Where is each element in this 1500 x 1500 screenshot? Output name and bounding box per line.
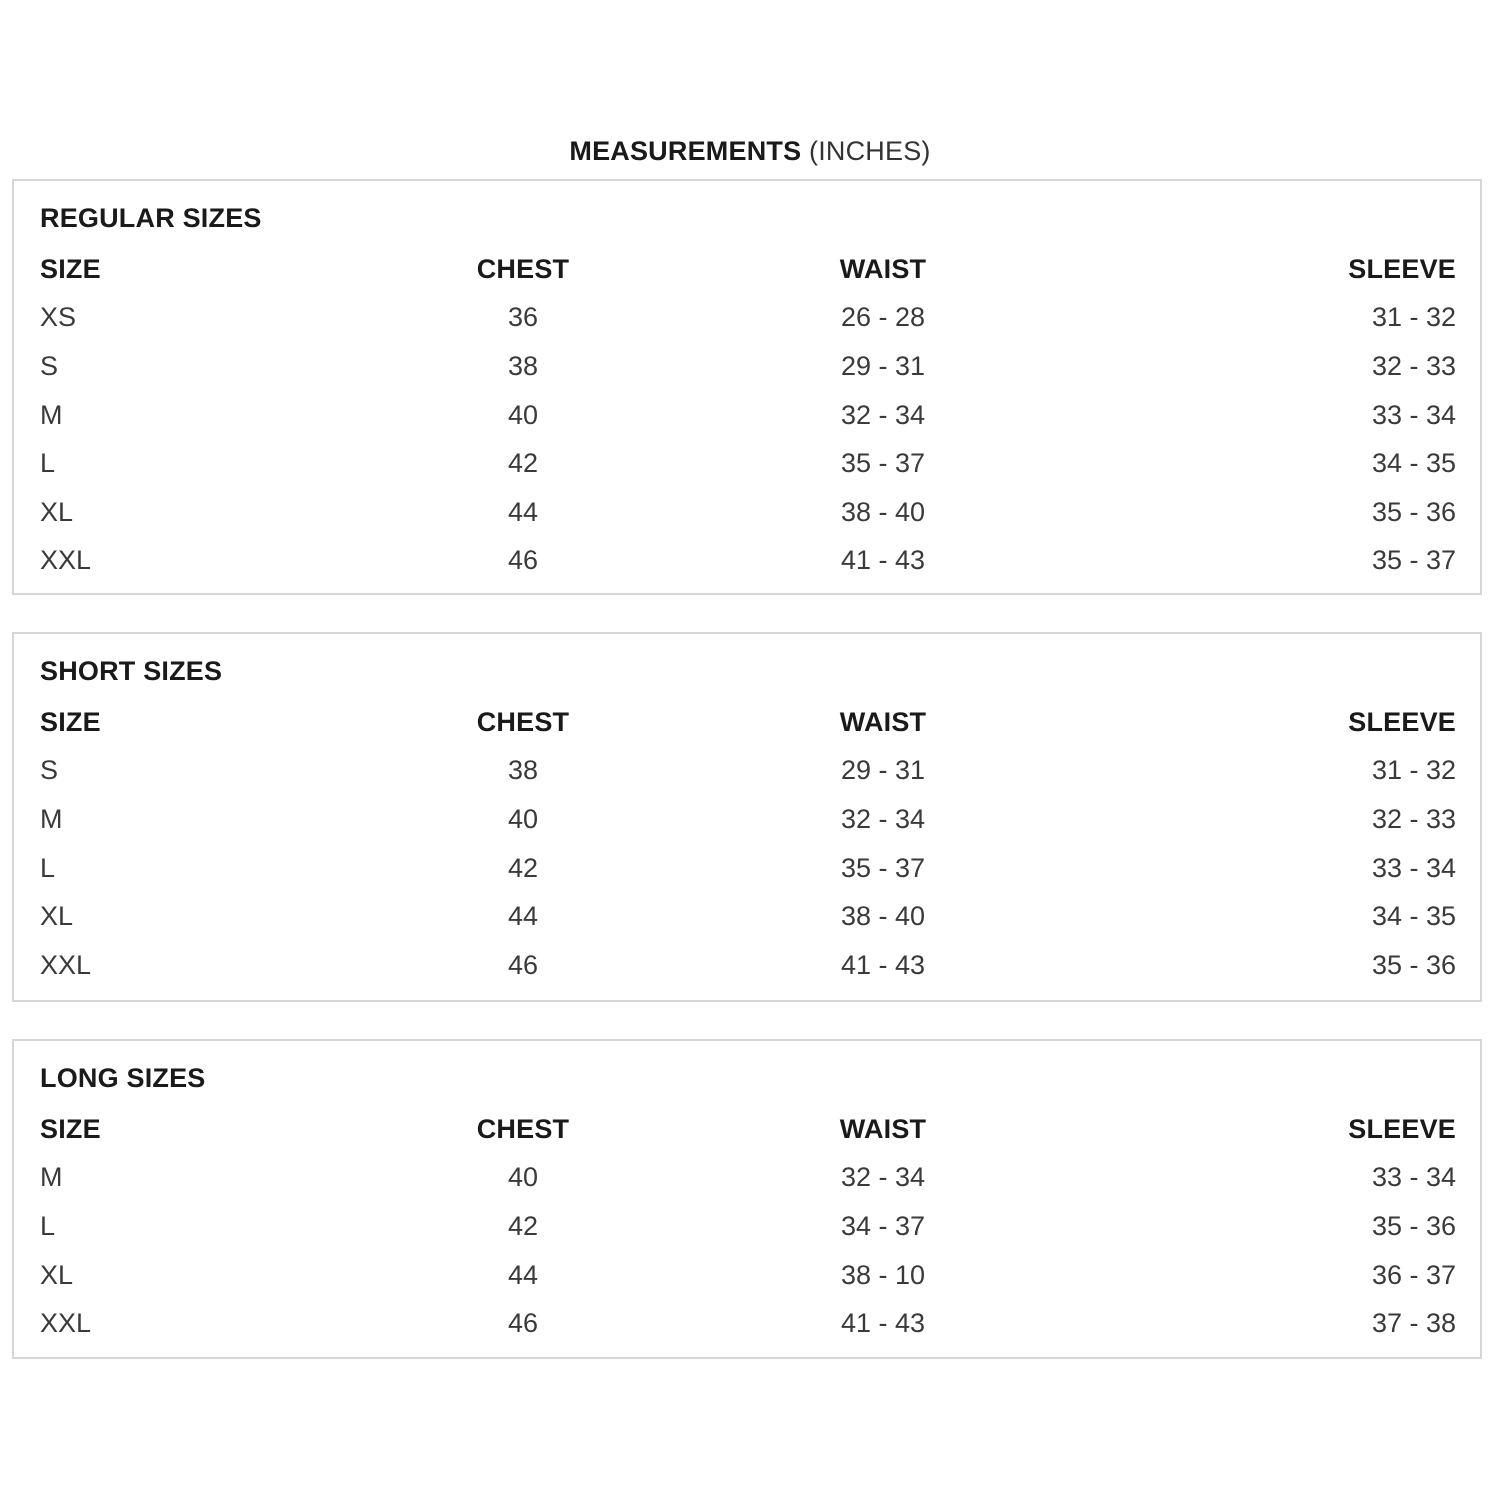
cell-size: L: [40, 448, 56, 479]
cell-size: L: [40, 1210, 56, 1241]
cell-sleeve: 35 - 36: [1371, 949, 1456, 980]
cell-chest: 46: [507, 545, 539, 576]
cell-size: M: [40, 399, 63, 430]
cell-size: M: [40, 803, 63, 834]
cell-size: XXL: [40, 545, 92, 576]
table-row: [14, 342, 1480, 391]
column-header-size: SIZE: [40, 253, 101, 284]
table-row: [14, 795, 1480, 844]
cell-waist: 35 - 37: [840, 448, 926, 479]
table-header-row: [14, 698, 1480, 747]
cell-sleeve: 31 - 32: [1371, 755, 1456, 786]
section-heading: SHORT SIZES: [40, 656, 223, 686]
table-row: [14, 844, 1480, 893]
cell-waist: 34 - 37: [840, 1210, 926, 1241]
cell-waist: 41 - 43: [840, 949, 926, 980]
cell-size: XL: [40, 901, 74, 932]
cell-chest: 44: [507, 901, 539, 932]
cell-sleeve: 37 - 38: [1371, 1308, 1456, 1339]
page-title-text: MEASUREMENTS: [569, 136, 802, 166]
cell-sleeve: 36 - 37: [1371, 1259, 1456, 1290]
cell-waist: 38 - 10: [840, 1259, 926, 1290]
cell-chest: 40: [507, 803, 539, 834]
regular-sizes-panel: [12, 179, 1482, 595]
table-row: [14, 1154, 1480, 1203]
cell-sleeve: 35 - 36: [1371, 1210, 1456, 1241]
table-row: [14, 892, 1480, 941]
column-header-sleeve: SLEEVE: [1348, 1113, 1456, 1144]
cell-sleeve: 33 - 34: [1371, 852, 1456, 883]
cell-sleeve: 33 - 34: [1371, 399, 1456, 430]
short-sizes-panel: [12, 632, 1482, 1002]
table-row: [14, 1251, 1480, 1300]
cell-waist: 32 - 34: [840, 1162, 926, 1193]
cell-waist: 41 - 43: [840, 1308, 926, 1339]
cell-waist: 38 - 40: [840, 901, 926, 932]
cell-size: S: [40, 350, 59, 381]
cell-chest: 42: [507, 1210, 539, 1241]
column-header-chest: CHEST: [476, 1113, 570, 1144]
cell-sleeve: 34 - 35: [1371, 448, 1456, 479]
cell-sleeve: 34 - 35: [1371, 901, 1456, 932]
cell-chest: 36: [507, 302, 539, 333]
column-header-chest: CHEST: [476, 253, 570, 284]
cell-sleeve: 31 - 32: [1371, 302, 1456, 333]
cell-chest: 42: [507, 852, 539, 883]
cell-waist: 26 - 28: [840, 302, 926, 333]
cell-chest: 38: [507, 755, 539, 786]
table-row: [14, 391, 1480, 440]
cell-chest: 42: [507, 448, 539, 479]
page-title-unit: (INCHES): [809, 136, 931, 166]
cell-chest: 44: [507, 1259, 539, 1290]
cell-size: XXL: [40, 949, 92, 980]
cell-size: L: [40, 852, 56, 883]
column-header-sleeve: SLEEVE: [1348, 253, 1456, 284]
cell-chest: 44: [507, 496, 539, 527]
table-header-row: [14, 1105, 1480, 1154]
cell-waist: 29 - 31: [840, 350, 926, 381]
section-heading: REGULAR SIZES: [40, 203, 262, 233]
column-header-waist: WAIST: [839, 706, 927, 737]
cell-sleeve: 35 - 36: [1371, 496, 1456, 527]
cell-chest: 46: [507, 1308, 539, 1339]
cell-size: S: [40, 755, 59, 786]
cell-size: XS: [40, 302, 77, 333]
cell-waist: 32 - 34: [840, 803, 926, 834]
table-row: [14, 488, 1480, 537]
table-row: [14, 439, 1480, 488]
cell-sleeve: 32 - 33: [1371, 803, 1456, 834]
table-row: [14, 537, 1480, 586]
table-header-row: [14, 245, 1480, 294]
column-header-size: SIZE: [40, 1113, 101, 1144]
column-header-waist: WAIST: [839, 253, 927, 284]
cell-sleeve: 35 - 37: [1371, 545, 1456, 576]
cell-size: XL: [40, 496, 74, 527]
page-title: [0, 136, 1500, 167]
cell-chest: 46: [507, 949, 539, 980]
cell-sleeve: 32 - 33: [1371, 350, 1456, 381]
cell-waist: 41 - 43: [840, 545, 926, 576]
column-header-chest: CHEST: [476, 706, 570, 737]
table-row: [14, 941, 1480, 990]
table-row: [14, 747, 1480, 796]
column-header-sleeve: SLEEVE: [1348, 706, 1456, 737]
cell-chest: 38: [507, 350, 539, 381]
column-header-size: SIZE: [40, 706, 101, 737]
cell-chest: 40: [507, 1162, 539, 1193]
cell-waist: 29 - 31: [840, 755, 926, 786]
table-row: [14, 1202, 1480, 1251]
cell-waist: 38 - 40: [840, 496, 926, 527]
cell-sleeve: 33 - 34: [1371, 1162, 1456, 1193]
cell-size: XL: [40, 1259, 74, 1290]
size-table: [14, 1105, 1480, 1348]
cell-waist: 32 - 34: [840, 399, 926, 430]
table-row: [14, 1299, 1480, 1348]
section-heading: LONG SIZES: [40, 1063, 206, 1093]
size-table: [14, 245, 1480, 585]
size-table: [14, 698, 1480, 990]
cell-size: XXL: [40, 1308, 92, 1339]
cell-size: M: [40, 1162, 63, 1193]
table-row: [14, 294, 1480, 343]
cell-chest: 40: [507, 399, 539, 430]
cell-waist: 35 - 37: [840, 852, 926, 883]
column-header-waist: WAIST: [839, 1113, 927, 1144]
long-sizes-panel: [12, 1039, 1482, 1359]
